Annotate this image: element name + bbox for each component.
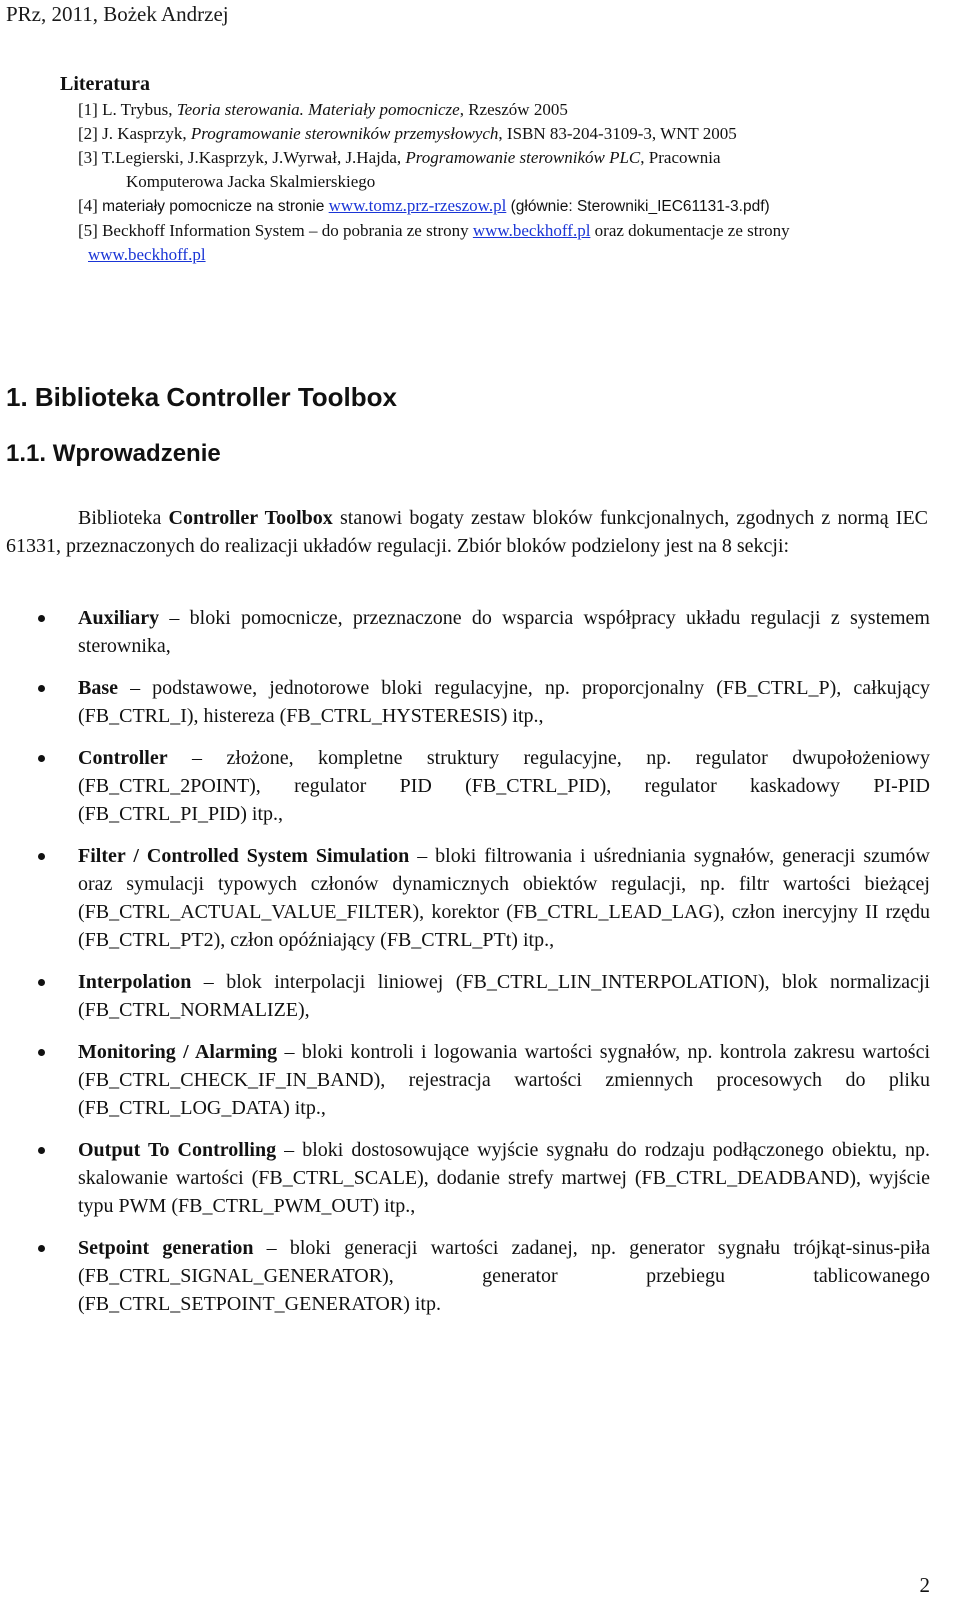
list-item: Interpolation – blok interpolacji liniowej (FB_CTRL_LIN_INTERPOLATION), blok normalizacji (FB_CTRL_NORMALIZE),	[0, 968, 930, 1024]
literature-title: Literatura	[60, 73, 150, 95]
list-item: Controller – złożone, kompletne struktury regulacyjne, np. regulator dwupołożeniowy (FB_CTRL_2POINT), regulator PID (FB_CTRL_PID), regulator kaskadowy PI-PID (FB_CTRL_PI_PID) itp.,	[0, 744, 930, 828]
bullet-icon	[38, 979, 45, 986]
reference-3: [3] T.Legierski, J.Kasprzyk, J.Wyrwał, J.Hajda, Programowanie sterowników PLC, Pracownia Komputerowa Jacka Skalmierskiego	[78, 148, 721, 191]
reference-2: [2] J. Kasprzyk, Programowanie sterowników przemysłowych, ISBN 83-204-3109-3, WNT 2005	[78, 124, 737, 143]
bullet-icon	[38, 1245, 45, 1252]
literature-section	[60, 72, 940, 267]
beckhoff-link-2[interactable]: www.beckhoff.pl	[88, 245, 206, 264]
subsection-heading: 1.1. Wprowadzenie	[6, 440, 221, 467]
bullet-icon	[38, 853, 45, 860]
list-item: Base – podstawowe, jednotorowe bloki regulacyjne, np. proporcjonalny (FB_CTRL_P), całkujący (FB_CTRL_I), histereza (FB_CTRL_HYSTERESIS) itp.,	[0, 674, 930, 730]
reference-1: [1] L. Trybus, Teoria sterowania. Materiały pomocnicze, Rzeszów 2005	[78, 100, 568, 119]
bullet-icon	[38, 615, 45, 622]
bullet-icon	[38, 755, 45, 762]
beckhoff-link[interactable]: www.beckhoff.pl	[472, 221, 591, 240]
page-number: 2	[919, 1573, 930, 1597]
page-header: PRz, 2011, Bożek Andrzej	[6, 2, 229, 26]
bullet-icon	[38, 1049, 45, 1056]
bullet-icon	[38, 685, 45, 692]
list-item: Setpoint generation – bloki generacji wartości zadanej, np. generator sygnału trójkąt-sinus-piła (FB_CTRL_SIGNAL_GENERATOR), generator przebiegu tablicowanego (FB_CTRL_SETPOINT_GENERATOR) itp.	[0, 1234, 930, 1318]
list-item: Monitoring / Alarming – bloki kontroli i logowania wartości sygnałów, np. kontrola zakresu wartości (FB_CTRL_CHECK_IF_IN_BAND), rejestracja wartości zmiennych procesowych do pliku (FB_CTRL_LOG_DATA) itp.,	[0, 1038, 930, 1122]
section-heading: 1. Biblioteka Controller Toolbox	[6, 382, 397, 412]
list-item: Output To Controlling – bloki dostosowujące wyjście sygnału do rodzaju podłączonego obiektu, np. skalowanie wartości (FB_CTRL_SCALE), dodanie strefy martwej (FB_CTRL_DEADBAND), wyjście typu PWM (FB_CTRL_PWM_OUT) itp.,	[0, 1136, 930, 1220]
tomz-link[interactable]: www.tomz.prz-rzeszow.pl	[328, 196, 507, 215]
reference-5: [5] Beckhoff Information System – do pobrania ze strony www.beckhoff.pl oraz dokumentacje ze strony www.beckhoff.pl	[78, 221, 790, 264]
bullet-icon	[38, 1147, 45, 1154]
sections-list	[0, 604, 930, 1318]
intro-paragraph: Biblioteka Controller Toolbox stanowi bogaty zestaw bloków funkcjonalnych, zgodnych z normą IEC 61331, przeznaczonych do realizacji układów regulacji. Zbiór bloków podzielony jest na 8 sekcji:	[6, 507, 928, 557]
list-item: Filter / Controlled System Simulation – bloki filtrowania i uśredniania sygnałów, generacji szumów oraz symulacji typowych członów dynamicznych obiektów regulacji, np. filtr wartości bieżącej (FB_CTRL_ACTUAL_VALUE_FILTER), korektor (FB_CTRL_LEAD_LAG), człon inercyjny II rzędu (FB_CTRL_PT2), człon opóźniający (FB_CTRL_PTt) itp.,	[0, 842, 930, 954]
reference-4: [4] materiały pomocnicze na stronie www.tomz.prz-rzeszow.pl (głównie: Sterowniki_IEC61131-3.pdf)	[78, 196, 770, 215]
list-item: Auxiliary – bloki pomocnicze, przeznaczone do wsparcia współpracy układu regulacji z systemem sterownika,	[0, 604, 930, 660]
